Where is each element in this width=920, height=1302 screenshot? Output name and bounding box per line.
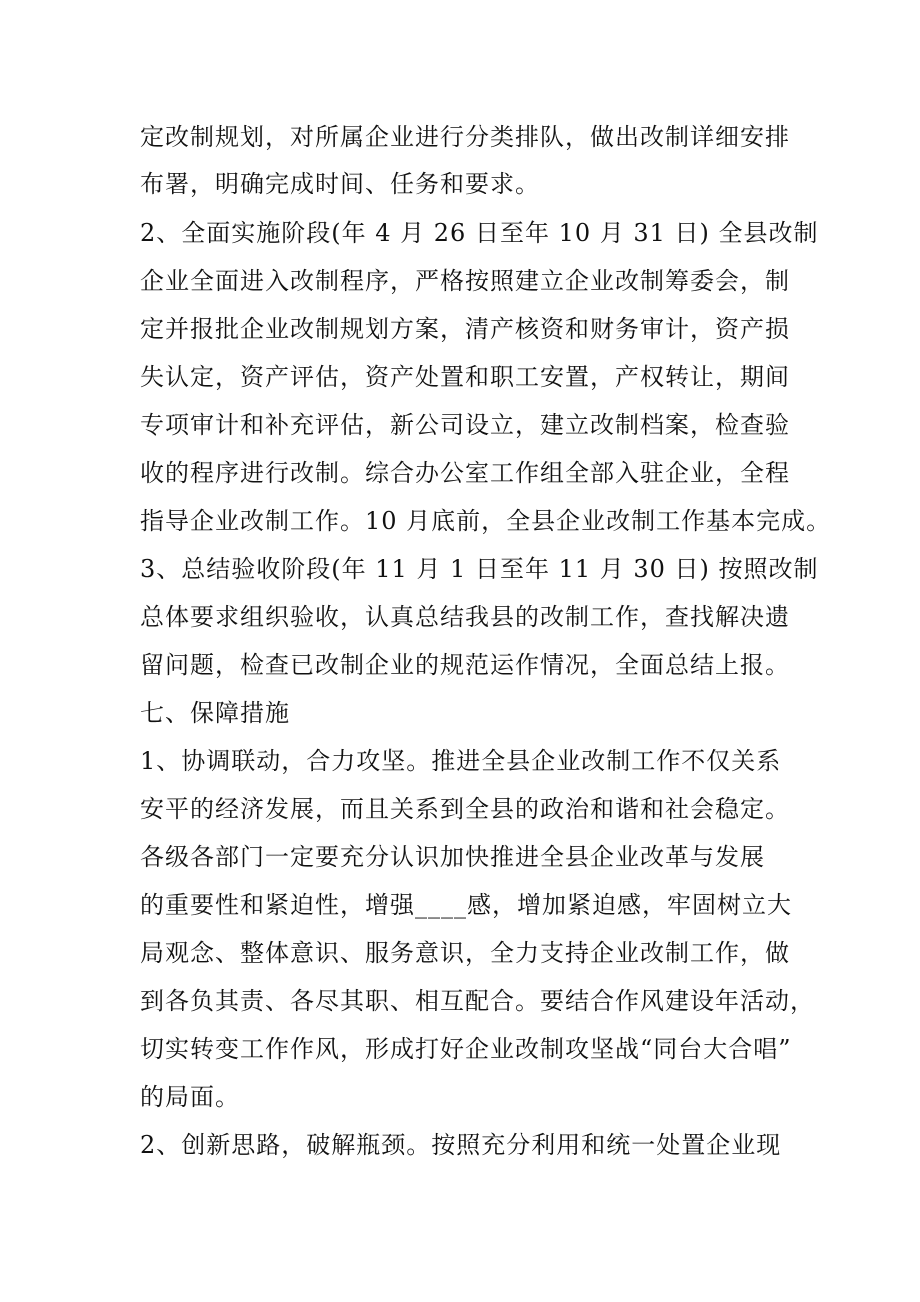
text-line: 切实转变工作作风，形成打好企业改制攻坚战“同台大合唱” xyxy=(140,1035,792,1063)
text-line: 到各负其责、各尽其职、相互配合。要结合作风建设年活动， xyxy=(140,987,815,1015)
text-line: 企业全面进入改制程序，严格按照建立企业改制筹委会，制 xyxy=(140,267,790,295)
text-line: 留问题，检查已改制企业的规范运作情况，全面总结上报。 xyxy=(140,651,790,679)
text-line: 2、创新思路，破解瓶颈。按照充分利用和统一处置企业现 xyxy=(140,1131,782,1159)
text-line: 布署，明确完成时间、任务和要求。 xyxy=(140,170,540,198)
text-line: 定并报批企业改制规划方案，清产核资和财务审计，资产损 xyxy=(140,315,790,343)
text-line: 1、协调联动，合力攻坚。推进全县企业改制工作不仅关系 xyxy=(140,747,782,775)
text-line: 指导企业改制工作。10 月底前，全县企业改制工作基本完成。 xyxy=(140,507,832,535)
text-line: 专项审计和补充评估，新公司设立，建立改制档案，检查验 xyxy=(140,411,790,439)
text-line: 局观念、整体意识、服务意识，全力支持企业改制工作，做 xyxy=(140,939,790,967)
text-line: 失认定，资产评估，资产处置和职工安置，产权转让，期间 xyxy=(140,363,790,391)
text-line: 收的程序进行改制。综合办公室工作组全部入驻企业，全程 xyxy=(140,459,790,487)
text-line: 总体要求组织验收，认真总结我县的改制工作，查找解决遗 xyxy=(140,603,790,631)
text-line: 3、总结验收阶段(年 11 月 1 日至年 11 月 30 日) 按照改制 xyxy=(140,555,819,583)
text-line: 的重要性和紧迫性，增强____感，增加紧迫感，牢固树立大 xyxy=(140,891,792,919)
section-heading: 七、保障措施 xyxy=(140,699,290,727)
text-line: 各级各部门一定要充分认识加快推进全县企业改革与发展 xyxy=(140,843,765,871)
text-line: 2、全面实施阶段(年 4 月 26 日至年 10 月 31 日) 全县改制 xyxy=(140,219,819,247)
text-line: 定改制规划，对所属企业进行分类排队，做出改制详细安排 xyxy=(140,123,790,151)
text-line: 的局面。 xyxy=(140,1083,240,1111)
text-line: 安平的经济发展，而且关系到全县的政治和谐和社会稳定。 xyxy=(140,795,790,823)
